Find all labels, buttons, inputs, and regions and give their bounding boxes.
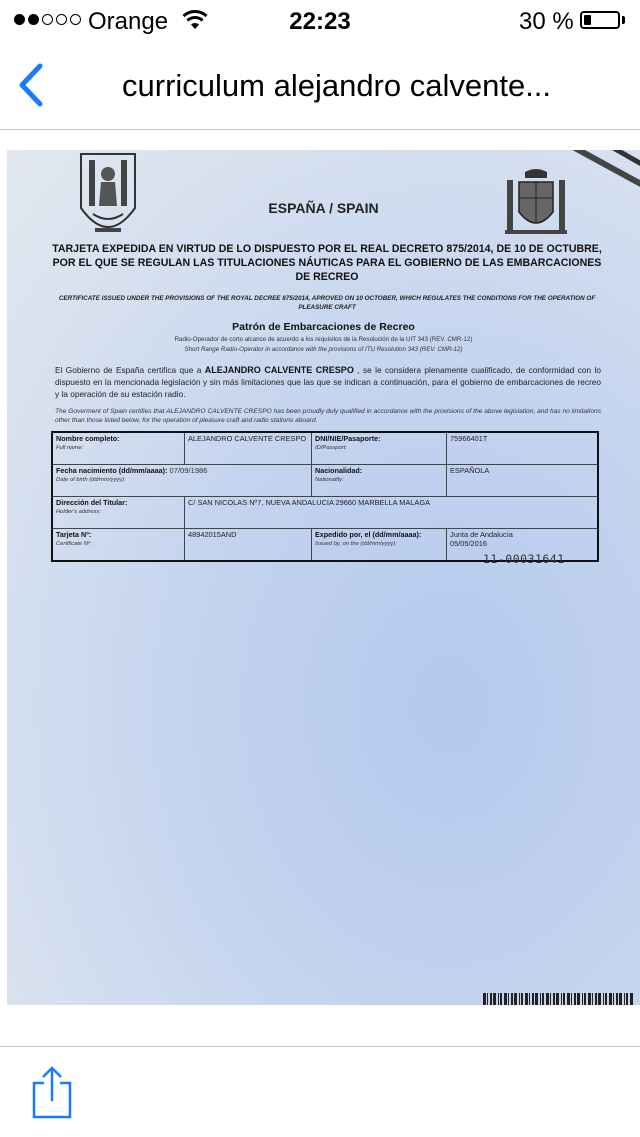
qualification-title: Patrón de Embarcaciones de Recreo xyxy=(232,321,415,333)
issued-label-en: Issued by, on the (dd/mm/yyyy): xyxy=(315,541,397,547)
barcode-bar xyxy=(532,993,534,1005)
status-bar xyxy=(0,0,640,40)
barcode-bar xyxy=(519,993,520,1005)
document-viewer[interactable] xyxy=(0,130,640,1046)
certification-text-es-post: , se le considera plenamente cualificado, de conformidad con lo dispuesto en la mencionada legislación y sin más limitaciones que las que se indican a continuación, para el gobierno de embarcaciones de recreo y la operación de su estación radio. xyxy=(55,365,601,399)
barcode-bar xyxy=(521,993,523,1005)
share-button[interactable] xyxy=(30,1065,74,1121)
andalucia-coat-of-arms-icon xyxy=(75,150,141,246)
dob-cell xyxy=(52,465,312,497)
barcode-bar xyxy=(592,993,593,1005)
barcode-bar xyxy=(511,993,513,1005)
barcode-bar xyxy=(535,993,538,1005)
id-label: DNI/NIE/Pasaporte: xyxy=(315,434,381,443)
barcode-bar xyxy=(571,993,572,1005)
certification-text-es xyxy=(55,364,601,400)
id-value: 75966401T xyxy=(447,432,599,465)
holder-name-en: ALEJANDRO CALVENTE CRESPO xyxy=(166,408,272,415)
barcode-icon xyxy=(483,993,633,1005)
barcode-bar xyxy=(574,993,576,1005)
barcode-bar xyxy=(624,993,625,1005)
certificate-title-en: CERTIFICATE ISSUED UNDER THE PROVISIONS OF THE ROYAL DECREE 875/2014, APROVED ON 10 OCTOBER, WHICH REGULATES THE CONDITIONS FOR THE OPERATION OF PLEASURE CRAFT xyxy=(58,295,596,311)
barcode-bar xyxy=(500,993,502,1005)
carrier-name: Orange xyxy=(88,8,169,35)
barcode-bar xyxy=(504,993,507,1005)
barcode-bar xyxy=(616,993,618,1005)
address-label-cell xyxy=(52,497,185,529)
document-title: curriculum alejandro calvente... xyxy=(122,68,552,103)
card-label-cell xyxy=(52,529,185,562)
barcode-bar xyxy=(561,993,562,1005)
dob-label: Fecha nacimiento (dd/mm/aaaa): xyxy=(56,466,168,475)
share-icon xyxy=(30,1065,74,1121)
barcode-bar xyxy=(582,993,583,1005)
issued-label: Expedido por, el (dd/mm/aaaa): xyxy=(315,530,422,539)
barcode-bar xyxy=(603,993,604,1005)
bottom-toolbar xyxy=(0,1046,640,1137)
certification-text-en xyxy=(55,407,601,425)
barcode-bar xyxy=(567,993,570,1005)
barcode-bar xyxy=(498,993,499,1005)
barcode-bar xyxy=(563,993,565,1005)
id-label-cell xyxy=(312,432,447,465)
issued-by: Junta de Andalucía xyxy=(450,530,513,539)
battery-icon xyxy=(580,11,620,29)
barcode-bar xyxy=(525,993,528,1005)
clock: 22:23 xyxy=(289,8,351,35)
battery-level xyxy=(584,15,591,25)
barcode-bar xyxy=(584,993,586,1005)
radio-operator-note-en: Short Range Radio-Operator in accordance with the provisions of ITU Resolution 343 (REV. CMR-12) xyxy=(184,346,463,353)
barcode-bar xyxy=(550,993,551,1005)
address-value: C/ SAN NICOLAS Nº7, NUEVA ANDALUCIA 29660 MARBELLA MALAGA xyxy=(185,497,599,529)
barcode-bar xyxy=(613,993,614,1005)
table-row xyxy=(52,465,598,497)
barcode-bar xyxy=(556,993,559,1005)
dob-value: 07/09/1986 xyxy=(169,466,208,475)
barcode-bar xyxy=(630,993,633,1005)
card-label-en: Certificate Nº: xyxy=(56,541,92,547)
radio-operator-note-es: Radio-Operador de corto alcance de acuerdo a los requisitos de la Resolución de la UIT 343 (REV. CMR-12) xyxy=(174,336,473,343)
barcode-bar xyxy=(546,993,549,1005)
table-row xyxy=(52,497,598,529)
barcode-bar xyxy=(619,993,622,1005)
barcode-bar xyxy=(605,993,607,1005)
barcode-bar xyxy=(588,993,591,1005)
certification-text-en-post: has been proudly duly qualified in accordance with the provisions of the above legislation, and has no limitations other than those listed below, for the operation of pleasure craft and radio stations aboard. xyxy=(55,408,601,424)
nationality-label-en: Nationality: xyxy=(315,477,344,483)
nationality-label-cell xyxy=(312,465,447,497)
address-label-en: Holder's address: xyxy=(56,509,101,515)
barcode-bar xyxy=(529,993,530,1005)
scanned-certificate xyxy=(7,150,640,1005)
nationality-label: Nacionalidad: xyxy=(315,466,363,475)
name-label-cell xyxy=(52,432,185,465)
certification-text-en-pre: The Goverment of Spain certifies that xyxy=(55,408,165,415)
card-label: Tarjeta Nº: xyxy=(56,530,92,539)
certificate-title-es: TARJETA EXPEDIDA EN VIRTUD DE LO DISPUESTO POR EL REAL DECRETO 875/2014, DE 10 DE OCTUBRE, POR EL QUE SE REGULAN LAS TITULACIONES NÁUTICAS PARA EL GOBIERNO DE LAS EMBARCACIONES DE RECREO xyxy=(52,243,602,283)
battery-percentage: 30 % xyxy=(519,8,574,35)
barcode-bar xyxy=(609,993,612,1005)
barcode-bar xyxy=(487,993,488,1005)
card-value: 48942015AND xyxy=(185,529,312,562)
address-label: Dirección del Titular: xyxy=(56,498,128,507)
country-heading: ESPAÑA / SPAIN xyxy=(268,200,379,216)
issued-label-cell xyxy=(312,529,447,562)
barcode-bar xyxy=(598,993,601,1005)
nationality-value: ESPAÑOLA xyxy=(447,465,599,497)
name-label: Nombre completo: xyxy=(56,434,120,443)
back-button[interactable] xyxy=(10,60,56,110)
barcode-bar xyxy=(490,993,492,1005)
barcode-bar xyxy=(553,993,555,1005)
barcode-bar xyxy=(577,993,580,1005)
name-label-en: Full name: xyxy=(56,445,84,451)
id-label-en: ID/Passport: xyxy=(315,445,347,451)
serial-number: 11-00031641 xyxy=(483,552,565,566)
barcode-bar xyxy=(483,993,486,1005)
certification-text-es-pre: El Gobierno de España certifica que a xyxy=(55,365,202,375)
table-row xyxy=(52,432,598,465)
holder-details-table xyxy=(51,431,599,562)
navigation-bar xyxy=(0,40,640,130)
holder-name-es: ALEJANDRO CALVENTE CRESPO xyxy=(204,365,354,375)
barcode-bar xyxy=(542,993,544,1005)
chevron-left-icon xyxy=(10,60,56,110)
barcode-bar xyxy=(540,993,541,1005)
barcode-bar xyxy=(514,993,517,1005)
battery-tip xyxy=(622,16,625,24)
barcode-bar xyxy=(595,993,597,1005)
barcode-bar xyxy=(508,993,509,1005)
name-value: ALEJANDRO CALVENTE CRESPO xyxy=(185,432,312,465)
barcode-bar xyxy=(493,993,496,1005)
issued-date: 05/05/2016 xyxy=(450,539,487,548)
barcode-bar xyxy=(626,993,628,1005)
dob-label-en: Date of birth (dd/mm/yyyy): xyxy=(56,477,126,483)
